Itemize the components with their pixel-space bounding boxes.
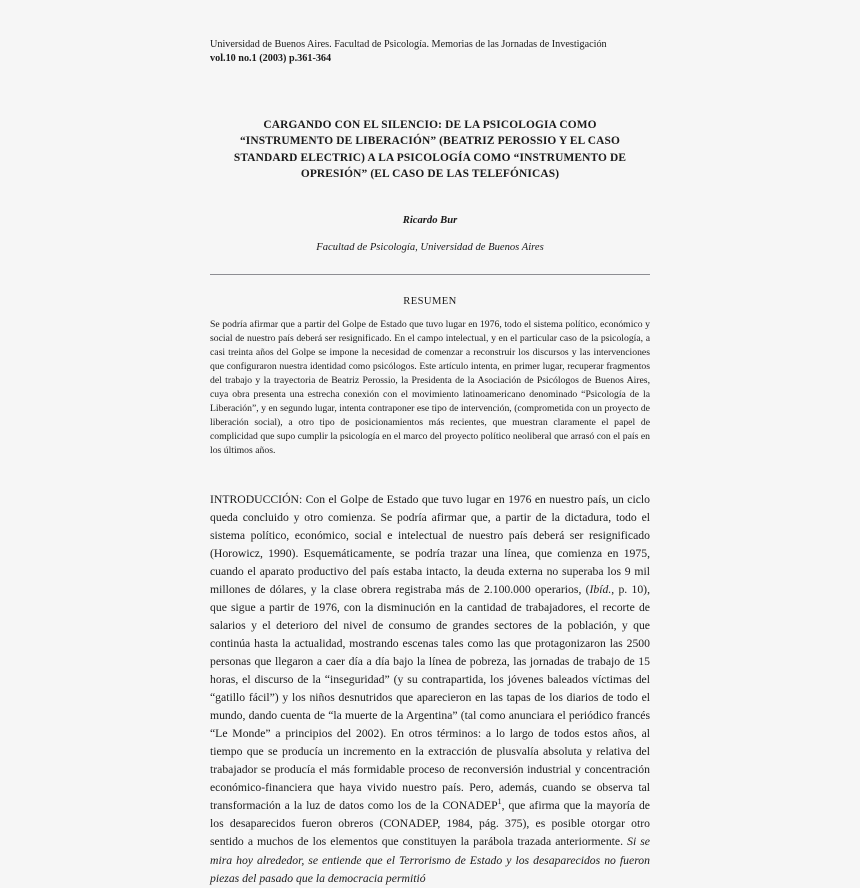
- author-name: Ricardo Bur: [402, 214, 458, 226]
- introduction-paragraph: [210, 491, 650, 888]
- page-title: [210, 117, 650, 183]
- footnote-marker: 1: [497, 797, 502, 807]
- title-line-1: CARGANDO CON EL SILENCIO: DE LA PSICOLOGIA COMO: [263, 119, 597, 131]
- citation-ibid: Ibíd.: [589, 582, 612, 596]
- journal-header: [210, 38, 650, 66]
- title-line-2: “INSTRUMENTO DE LIBERACIÓN” (BEATRIZ PEROSSIO Y EL CASO: [239, 135, 621, 148]
- author-affiliation: Facultad de Psicología, Universidad de Buenos Aires: [316, 241, 544, 253]
- journal-citation-line: Universidad de Buenos Aires. Facultad de Psicología. Memorias de las Jornadas de Investigación: [210, 39, 607, 50]
- body-segment-3: , que afirma que la mayoría de los desaparecidos fueron obreros (CONADEP, 1984, pág. 375), es posible otorgar otro sentido a muchos de los elementos que constituyen la parábola trazada anteriormente.: [210, 799, 650, 849]
- introduction-label: INTRODUCCIÓN:: [210, 492, 303, 506]
- title-line-4: OPRESIÓN” (EL CASO DE LAS TELEFÓNICAS): [300, 168, 560, 181]
- body-segment-1: Con el Golpe de Estado que tuvo lugar en 1976 en nuestro país, un ciclo queda concluido y otro comienza. Se podría afirmar que, a partir de la dictadura, todo el sistema político, económico, social e intelectual de nuestro país deberá ser resignificado (Horowicz, 1990). Esquemáticamente, se podría trazar una línea, que comienza en 1975, cuando el aparato productivo del país estaba intacto, la deuda externa no superaba los 9 mil millones de dólares, y la clase obrera registraba más de 2.100.000 operarios, (: [210, 492, 650, 596]
- body-italic-closing: Si se mira hoy alrededor, se entiende que el Terrorismo de Estado y los desaparecidos no fueron piezas del pasado que la democracia permitió: [210, 835, 650, 885]
- abstract-text: Se podría afirmar que a partir del Golpe de Estado que tuvo lugar en 1976, todo el sistema político, económico y social de nuestro país deberá ser resignificado. En el campo intelectual, y en el particular caso de la psicología, a casi treinta años del Golpe se impone la necesidad de comenzar a reconstruir los discursos y las intervenciones que configuraron nuestra identidad como psicólogos. Este artículo intenta, en primer lugar, recuperar fragmentos del trabajo y la trayectoria de Beatriz Perossio, la Presidenta de la Asociación de Psicólogos de Buenos Aires, cuya obra presenta una estrecha conexión con el movimiento latinoamericano denominado “Psicología de la Liberación”, y en segundo lugar, intenta contraponer ese tipo de intervención, (comprometida con un proyecto de liberación social), a otro tipo de posicionamientos más recientes, que muestran claramente el papel de complicidad que supo cumplir la psicología en el marco del proyecto político neoliberal que arrasó con el país en los últimos años.: [210, 318, 650, 457]
- journal-volume-line: vol.10 no.1 (2003) p.361-364: [210, 53, 332, 64]
- page-content: [210, 0, 650, 888]
- header-divider: [210, 274, 650, 275]
- abstract-heading: RESUMEN: [403, 295, 457, 307]
- title-line-3: STANDARD ELECTRIC) A LA PSICOLOGÍA COMO “INSTRUMENTO DE: [233, 151, 627, 164]
- body-segment-2: , p. 10), que sigue a partir de 1976, con la disminución en la cantidad de trabajadores, el recorte de salarios y el deterioro del nivel de consumo de grandes sectores de la población, y que continúa hasta la actualidad, mostrando escenas tales como las que protagonizaron las 2500 personas que llegaron a caer día a día bajo la línea de pobreza, las jornadas de trabajo de 15 horas, el discurso de la “inseguridad” (y su contrapartida, los jóvenes baleados víctimas del “gatillo fácil”) y los niños desnutridos que aparecieron en las tapas de los diarios de todo el mundo, dando cuenta de “la muerte de la Argentina” (tal como anunciara el periódico francés “Le Monde” a principios del 2002). En otros términos: a lo largo de todos estos años, al tiempo que se producía un incremento en la extracción de plusvalía absoluta y relativa del trabajador se producía el más formidable proceso de reconversión industrial y concentración económico-financiera que haya vivido nuestro país. Pero, además, cuando se observa tal transformación a la luz de datos como los de la CONADEP: [210, 582, 650, 813]
